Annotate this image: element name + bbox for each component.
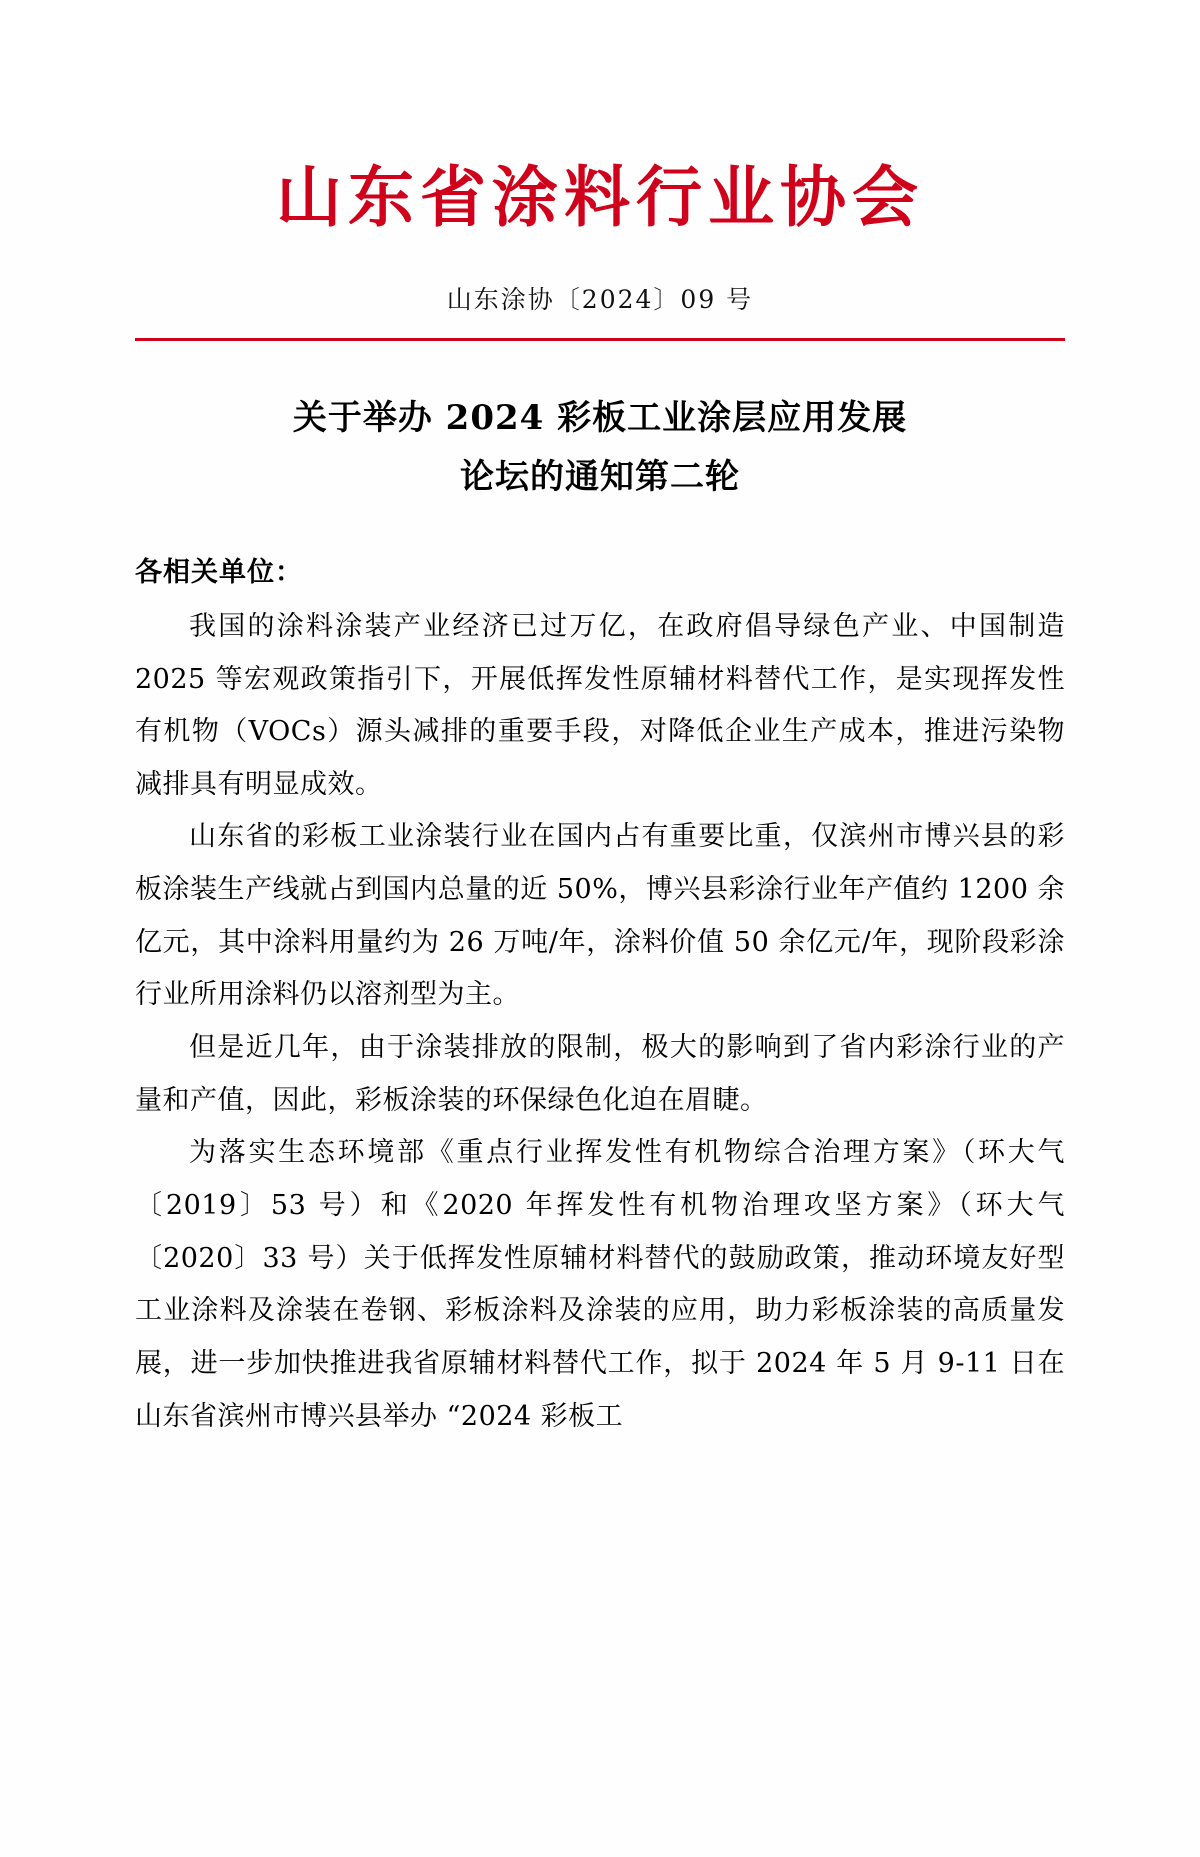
red-divider-rule: [135, 338, 1065, 341]
document-title-line-2: 论坛的通知第二轮: [460, 457, 740, 498]
document-page: [0, 160, 1200, 1857]
document-title-line-1: 关于举办 2024 彩板工业涂层应用发展: [292, 397, 908, 438]
body-paragraph: 但是近几年，由于涂装排放的限制，极大的影响到了省内彩涂行业的产量和产值，因此，彩板涂装的环保绿色化迫在眉睫。: [135, 1032, 1065, 1116]
document-title: [135, 389, 1065, 508]
body-paragraph: 为落实生态环境部《重点行业挥发性有机物综合治理方案》（环大气〔2019〕53 号）和《2020 年挥发性有机物治理攻坚方案》（环大气〔2020〕33 号）关于低挥发性原辅材料替代的鼓励政策，推动环境友好型工业涂料及涂装在卷钢、彩板涂料及涂装的应用，助力彩板涂装的高质量发展，进一步加快推进我省原辅材料替代工作，拟于 2024 年 5 月 9-11 日在山东省滨州市博兴县举办 “2024 彩板工: [135, 1137, 1065, 1432]
document-body: [135, 601, 1065, 1443]
document-number: 山东涂协〔2024〕09 号: [446, 284, 754, 314]
organization-title: 山东省涂料行业协会: [276, 158, 924, 236]
body-paragraph: 山东省的彩板工业涂装行业在国内占有重要比重，仅滨州市博兴县的彩板涂装生产线就占到国内总量的近 50%，博兴县彩涂行业年产值约 1200 余亿元，其中涂料用量约为 26 万吨/年，涂料价值 50 余亿元/年，现阶段彩涂行业所用涂料仍以溶剂型为主。: [135, 821, 1065, 1011]
body-paragraph: 我国的涂料涂装产业经济已过万亿，在政府倡导绿色产业、中国制造 2025 等宏观政策指引下，开展低挥发性原辅材料替代工作，是实现挥发性有机物（VOCs）源头减排的重要手段，对降低企业生产成本，推进污染物减排具有明显成效。: [135, 610, 1065, 800]
salutation: 各相关单位：: [135, 556, 303, 588]
